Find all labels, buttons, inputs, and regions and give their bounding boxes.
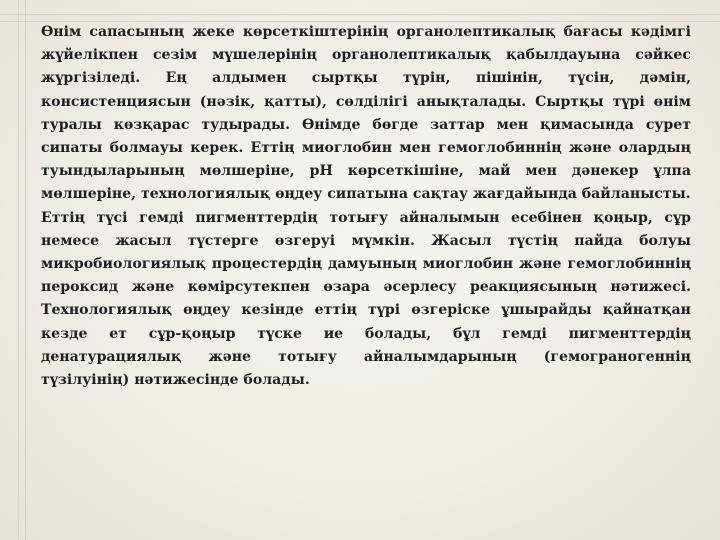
paragraph-2: Еттің түсі гемді пигменттердің тотығу айналымын есебінен қоңыр, сұр немесе жасыл түстерге өзгеруі мүмкін. Жасыл түстің пайда болуы микробиологиялық процестердің дамуының миоглобин және гемоглобиннің пероксид және көмірсутекпен өзара әсерлесу реакциясының нәтижесі. Технологиялық өңдеу кезінде еттің түрі өзгеріске ұшырайды қайнатқан кезде ет сұр-қоңыр түске ие болады, бұл гемді пигменттердің денатурациялық және тотығу айналымдарының (гемограногеннің түзілуінің) нәтижесінде болады.	[41, 209, 691, 389]
paragraph-1: Өнім сапасының жеке көрсеткіштерінің органолептикалық бағасы кәдімгі жүйелікпен сезім мүшелерінің органолептикалық қабылдауына сәйкес жүргізіледі. Ең алдымен сыртқы түрін, пішінін, түсін, дәмін, консистенциясын (нәзік, қатты), сөлділігі анықталады. Сыртқы түрі өнім туралы көзқарас тудырады. Өнімде бөгде заттар мен қимасында сурет сипаты болмауы керек. Еттің миоглобин мен гемоглобиннің және олардың туындыларының мөлшеріне, рН көрсеткішіне, май мен дәнекер ұлпа мөлшеріне, технологиялық өңдеу сипатына сақтау жағдайында байланысты.	[41, 24, 691, 203]
slide-text-body	[41, 21, 691, 392]
left-decorative-border	[18, 0, 26, 540]
